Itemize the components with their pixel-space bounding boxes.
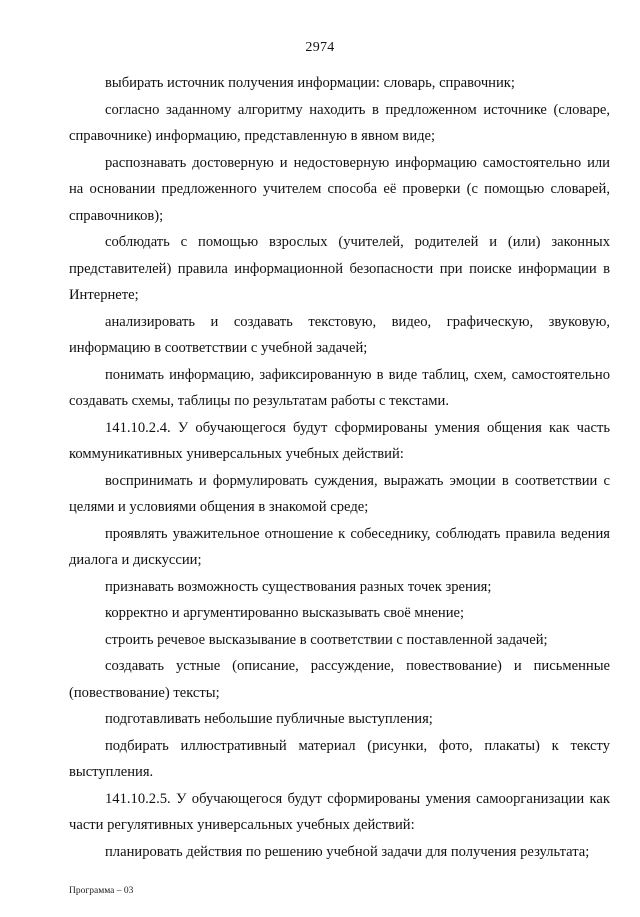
paragraph: проявлять уважительное отношение к собеседнику, соблюдать правила ведения диалога и дискуссии; (69, 525, 610, 568)
paragraph: воспринимать и формулировать суждения, выражать эмоции в соответствии с целями и условиями общения в знакомой среде; (69, 472, 610, 515)
paragraph: понимать информацию, зафиксированную в виде таблиц, схем, самостоятельно создавать схемы, таблицы по результатам работы с текстами. (69, 366, 610, 409)
paragraph: планировать действия по решению учебной задачи для получения результата; (105, 843, 590, 860)
page-footer: Программа – 03 (69, 886, 134, 896)
section-heading-paragraph: 141.10.2.4. У обучающегося будут сформированы умения общения как часть коммуникативных универсальных учебных действий: (69, 419, 610, 462)
paragraph: выбирать источник получения информации: словарь, справочник; (105, 75, 515, 91)
paragraph: создавать устные (описание, рассуждение, повествование) и письменные (повествование) тексты; (69, 658, 610, 701)
body-text (69, 70, 610, 865)
page-number: 2974 (305, 40, 335, 55)
paragraph: подготавливать небольшие публичные выступления; (105, 711, 433, 727)
paragraph: строить речевое высказывание в соответствии с поставленной задачей; (105, 631, 548, 648)
paragraph: признавать возможность существования разных точек зрения; (105, 578, 492, 595)
paragraph: анализировать и создавать текстовую, видео, графическую, звуковую, информацию в соответствии с учебной задачей; (69, 313, 610, 356)
paragraph: согласно заданному алгоритму находить в предложенном источнике (словаре, справочнике) информацию, представленную в явном виде; (69, 101, 610, 144)
section-heading-paragraph: 141.10.2.5. У обучающегося будут сформированы умения самоорганизации как части регулятивных универсальных учебных действий: (69, 790, 610, 833)
paragraph: соблюдать с помощью взрослых (учителей, родителей и (или) законных представителей) правила информационной безопасности при поиске информации в Интернете; (69, 234, 610, 303)
paragraph: распознавать достоверную и недостоверную информацию самостоятельно или на основании предложенного учителем способа её проверки (с помощью словарей, справочников); (69, 154, 610, 224)
paragraph: подбирать иллюстративный материал (рисунки, фото, плакаты) к тексту выступления. (69, 737, 610, 780)
paragraph: корректно и аргументированно высказывать своё мнение; (105, 605, 465, 621)
